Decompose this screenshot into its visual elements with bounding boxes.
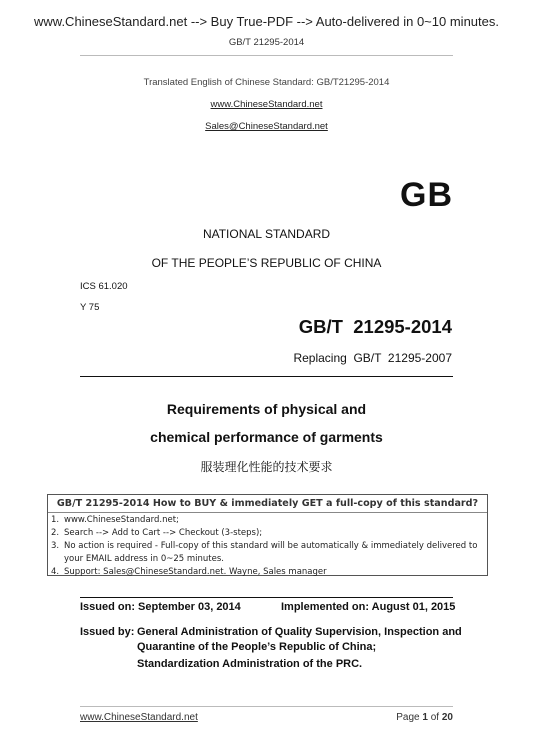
replacing-note: Replacing GB/T 21295-2007 — [293, 351, 452, 365]
ics-code: ICS 61.020 — [80, 281, 128, 292]
header-doc-code: GB/T 21295-2014 — [228, 37, 305, 48]
title-divider — [80, 376, 453, 377]
buy-step-3: 3. No action is required - Full-copy of this standard will be automatically & immediately delivered to your EMAIL address in 0~25 minutes. — [51, 541, 478, 564]
website-link[interactable]: www.ChineseStandard.net — [210, 99, 323, 110]
implemented-on: Implemented on: August 01, 2015 — [281, 601, 456, 613]
header-divider — [80, 55, 453, 56]
footer-divider — [80, 706, 453, 707]
issued-on: Issued on: September 03, 2014 — [80, 601, 241, 613]
translated-line: Translated English of Chinese Standard: GB/T21295-2014 — [143, 77, 390, 88]
buy-box-title: GB/T 21295-2014 How to BUY & immediately GET a full-copy of this standard? — [56, 498, 479, 509]
issue-divider — [80, 597, 453, 598]
page-total: 20 — [441, 712, 453, 723]
email-link[interactable]: Sales@ChineseStandard.net — [205, 121, 328, 132]
standard-code: GB/T 21295-2014 — [298, 316, 452, 337]
title-chinese: 服装理化性能的技术要求 — [200, 460, 333, 474]
title-line-1: Requirements of physical and — [166, 401, 367, 417]
republic-heading: OF THE PEOPLE’S REPUBLIC OF CHINA — [151, 256, 382, 270]
gb-mark: GB — [400, 176, 453, 214]
buy-steps-list — [51, 514, 485, 579]
issued-by-authority-2: Standardization Administration of the PRC. — [137, 658, 363, 670]
header-top-line: www.ChineseStandard.net --> Buy True-PDF --> Auto-delivered in 0~10 minutes. — [34, 14, 499, 29]
ccs-code: Y 75 — [80, 302, 100, 313]
buy-box-divider — [48, 512, 487, 513]
buy-instructions-box — [47, 494, 488, 576]
page-indicator: Page 1 of 20 — [396, 712, 453, 723]
buy-step-1[interactable]: 1. www.ChineseStandard.net; — [51, 515, 179, 525]
page-current: 1 — [422, 712, 428, 723]
buy-step-2: 2. Search --> Add to Cart --> Checkout (3-steps); — [51, 528, 263, 538]
buy-step-4[interactable]: 4. Support: Sales@ChineseStandard.net. Wayne, Sales manager — [51, 567, 327, 577]
title-line-2: chemical performance of garments — [150, 429, 383, 445]
national-standard-heading: NATIONAL STANDARD — [202, 227, 331, 241]
issued-by-authority: General Administration of Quality Supervision, Inspection and Quarantine of the People’s Republic of China; — [137, 626, 462, 653]
footer-website-link[interactable]: www.ChineseStandard.net — [80, 712, 198, 723]
issued-by-label: Issued by: — [80, 626, 135, 638]
